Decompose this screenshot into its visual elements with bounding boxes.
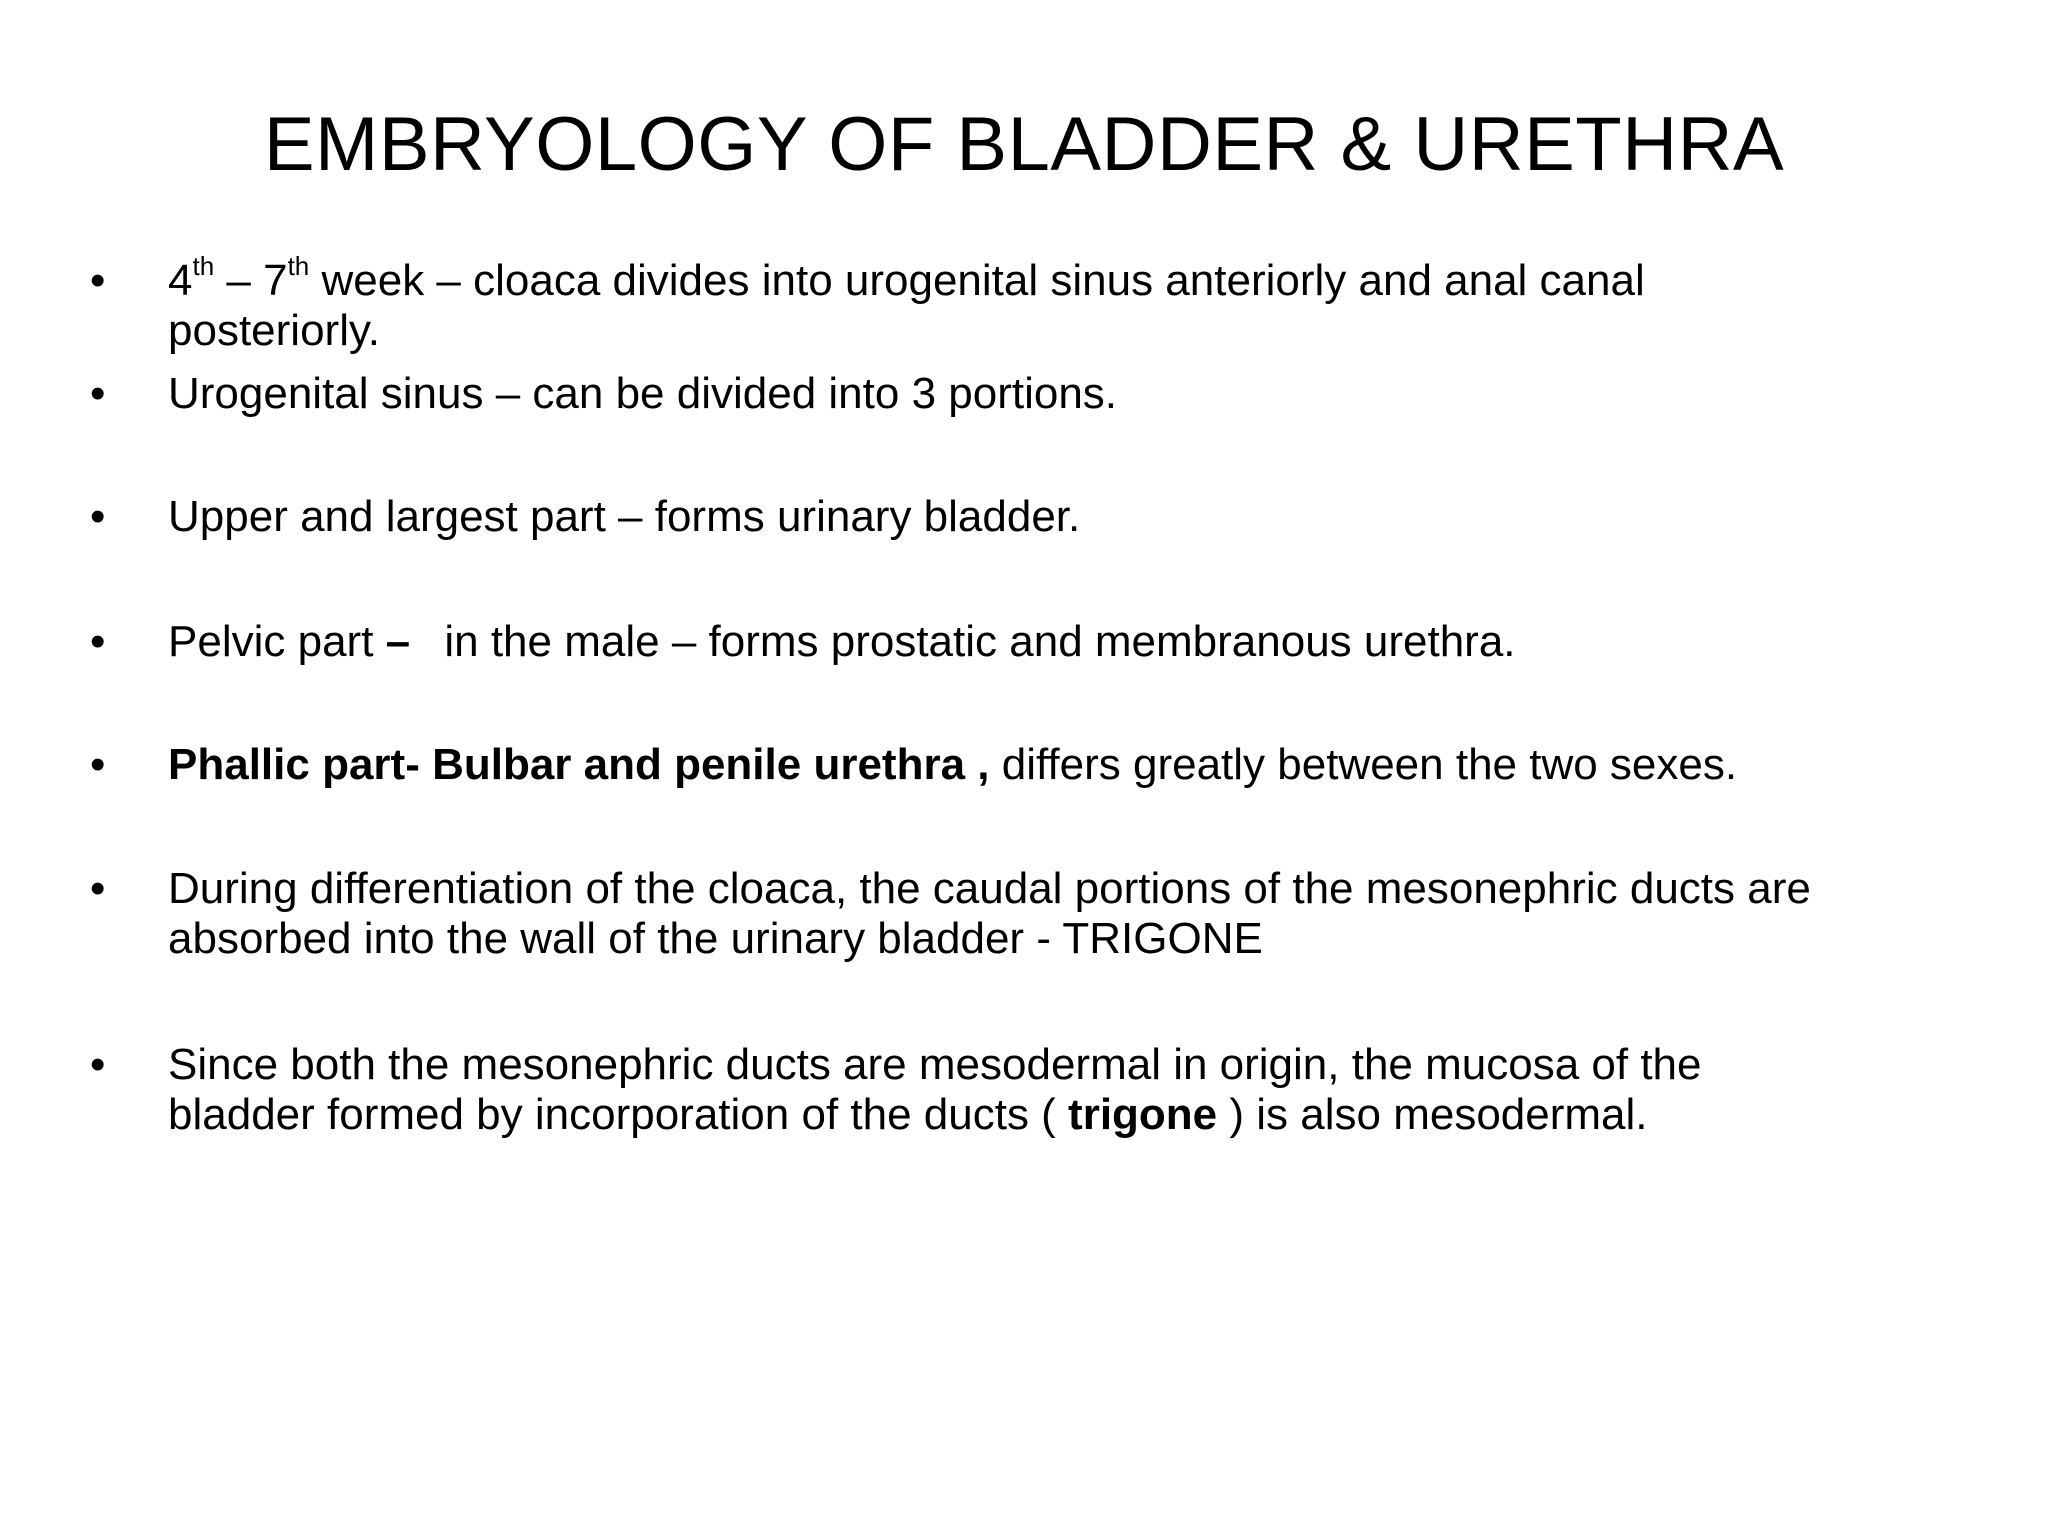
- bullet-icon: •: [90, 369, 106, 418]
- bullet-text-4-bold-dash: –: [385, 617, 411, 666]
- week-end: 7: [263, 256, 288, 305]
- bullet-text-1-rest: week – cloaca divides into urogenital sinus anteriorly and anal canal: [309, 256, 1645, 305]
- bullet-icon: •: [90, 617, 106, 666]
- bullet-text-4-prefix: Pelvic part: [168, 617, 386, 666]
- bullet-text-5-bold: Phallic part- Bulbar and penile urethra ,: [168, 740, 990, 789]
- bullet-text-6-line-1: During differentiation of the cloaca, the caudal portions of the mesonephric ducts are: [168, 864, 1811, 913]
- bullet-icon: •: [90, 864, 106, 913]
- week-start-suffix: th: [192, 251, 215, 282]
- week-start: 4: [168, 256, 193, 305]
- week-separator: –: [214, 256, 264, 305]
- bullet-icon: •: [90, 256, 106, 305]
- bullet-text-7-trigone: trigone: [1068, 1090, 1218, 1139]
- week-end-suffix: th: [287, 251, 310, 282]
- bullet-text-6-line-2: absorbed into the wall of the urinary bladder - TRIGONE: [168, 914, 1263, 963]
- bullet-text-4-rest: in the male – forms prostatic and membranous urethra.: [444, 617, 1516, 666]
- bullet-text-7-line-1: Since both the mesonephric ducts are mesodermal in origin, the mucosa of the: [168, 1040, 1702, 1089]
- bullet-text-1: [168, 251, 2048, 356]
- bullet-icon: •: [90, 492, 106, 541]
- bullet-text-2: Urogenital sinus – can be divided into 3 portions.: [168, 369, 1118, 418]
- bullet-text-1-line-1: [168, 251, 2048, 306]
- bullet-text-5: [168, 740, 2048, 790]
- bullet-text-6: [168, 864, 2048, 964]
- bullet-icon: •: [90, 740, 106, 789]
- bullet-text-7-line-2-suffix: ) is also mesodermal.: [1217, 1090, 1648, 1139]
- bullet-text-7-line-2: [168, 1090, 2048, 1140]
- bullet-text-7: [168, 1040, 2048, 1140]
- bullet-text-5-rest: differs greatly between the two sexes.: [989, 740, 1738, 789]
- bullet-icon: •: [90, 1040, 106, 1089]
- bullet-text-7-line-2-prefix: bladder formed by incorporation of the ducts (: [168, 1090, 1069, 1139]
- slide-title: EMBRYOLOGY OF BLADDER & URETHRA: [263, 102, 1785, 187]
- bullet-text-1-line-2: posteriorly.: [168, 306, 380, 355]
- bullet-text-4: [168, 617, 2048, 667]
- bullet-text-3: Upper and largest part – forms urinary bladder.: [168, 492, 1081, 541]
